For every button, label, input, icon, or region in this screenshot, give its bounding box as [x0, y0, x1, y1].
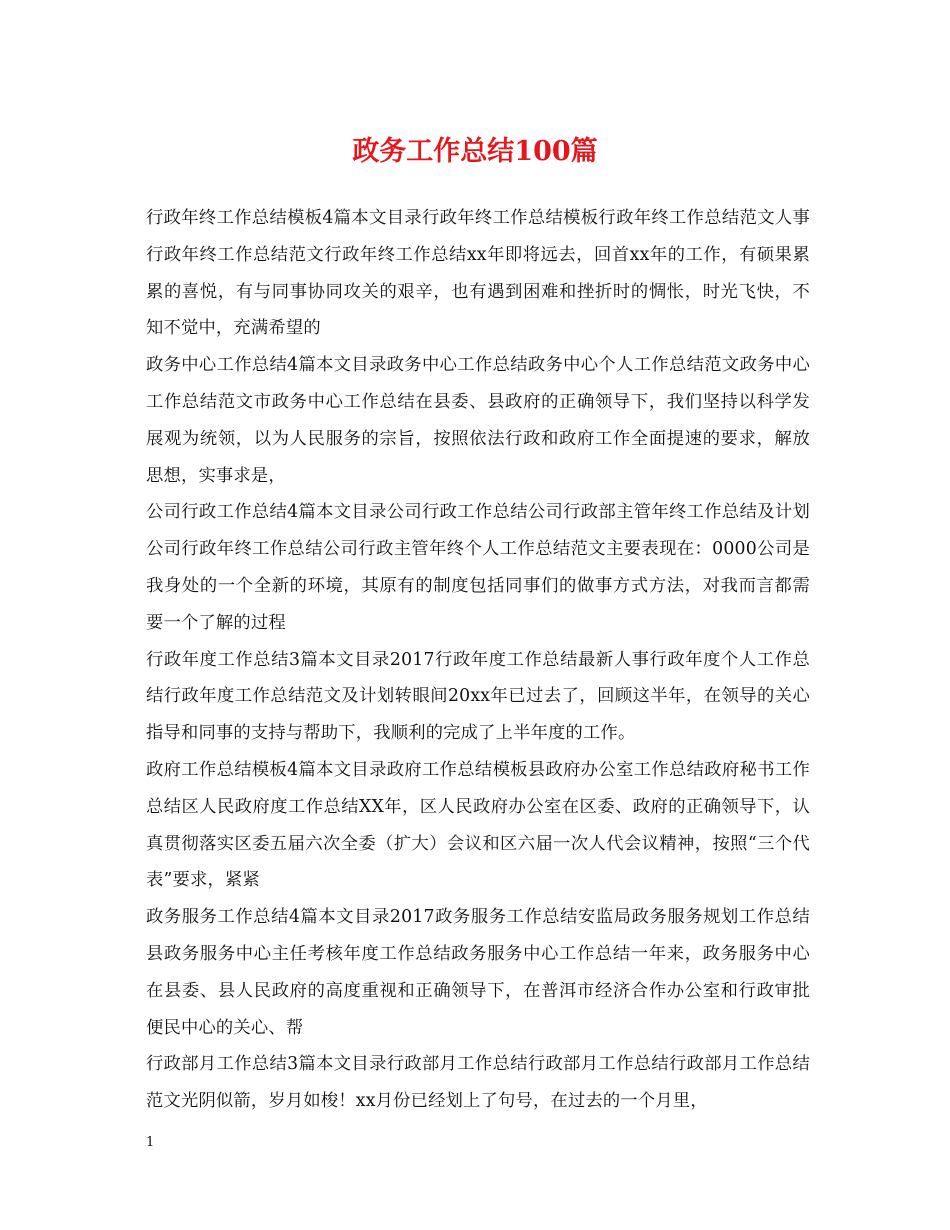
- paragraph: 公司行政工作总结4篇本文目录公司行政工作总结公司行政部主管年终工作总结及计划公司行政年终工作总结公司行政主管年终个人工作总结范文主要表现在：0000公司是我身处的一个全新的环境，其原有的制度包括同事们的做事方式方法，对我而言都需要一个了解的过程: [146, 502, 810, 633]
- paragraph: 政务服务工作总结4篇本文目录2017政务服务工作总结安监局政务服务规划工作总结县政务服务中心主任考核年度工作总结政务服务中心工作总结一年来，政务服务中心在县委、县人民政府的高度重视和正确领导下，在普洱市经济合作办公室和行政审批便民中心的关心、帮: [146, 907, 810, 1038]
- paragraph: 行政年度工作总结3篇本文目录2017行政年度工作总结最新人事行政年度个人工作总结行政年度工作总结范文及计划转眼间20xx年已过去了，回顾这半年，在领导的关心指导和同事的支持与帮助下，我顺利的完成了上半年度的工作。: [146, 649, 810, 744]
- paragraph: 政府工作总结模板4篇本文目录政府工作总结模板县政府办公室工作总结政府秘书工作总结区人民政府度工作总结XX年，区人民政府办公室在区委、政府的正确领导下，认真贯彻落实区委五届六次全委（扩大）会议和区六届一次人代会议精神，按照“三个代表”要求，紧紧: [146, 759, 810, 891]
- paragraph: 行政年终工作总结模板4篇本文目录行政年终工作总结模板行政年终工作总结范文人事行政年终工作总结范文行政年终工作总结xx年即将远去，回首xx年的工作，有硕果累累的喜悦，有与同事协同攻关的艰辛，也有遇到困难和挫折时的惆怅，时光飞快，不知不觉中，充满希望的: [146, 208, 810, 339]
- page-number: 1: [146, 1135, 155, 1150]
- document-body: [146, 200, 810, 1120]
- document-title: 政务工作总结100篇: [352, 136, 598, 167]
- paragraph: 行政部月工作总结3篇本文目录行政部月工作总结行政部月工作总结行政部月工作总结范文光阴似箭，岁月如梭！xx月份已经划上了句号，在过去的一个月里，: [146, 1054, 810, 1112]
- paragraph: 政务中心工作总结4篇本文目录政务中心工作总结政务中心个人工作总结范文政务中心工作总结范文市政务中心工作总结在县委、县政府的正确领导下，我们坚持以科学发展观为统领，以为人民服务的宗旨，按照依法行政和政府工作全面提速的要求，解放思想，实事求是，: [146, 355, 810, 486]
